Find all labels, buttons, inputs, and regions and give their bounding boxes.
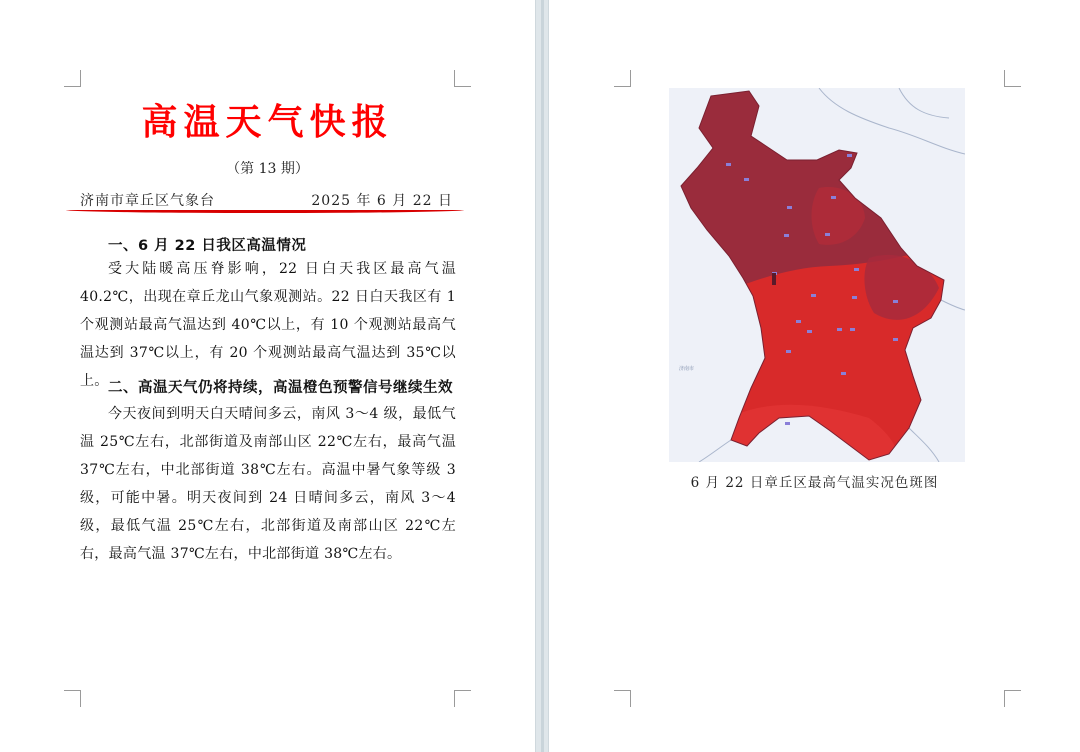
river-line: [819, 88, 965, 154]
station-marker: [796, 320, 801, 323]
station-marker: [784, 234, 789, 237]
issue-number: （第 13 期）: [226, 161, 309, 177]
station-marker-tall: [772, 273, 776, 285]
station-marker: [847, 154, 852, 157]
issue-date: 2025 年 6 月 22 日: [311, 193, 453, 209]
crop-mark: [454, 70, 471, 87]
station-marker: [831, 196, 836, 199]
page-right: [549, 0, 1080, 752]
station-marker: [893, 338, 898, 341]
station-marker: [811, 294, 816, 297]
crop-mark: [454, 690, 471, 707]
station-marker: [893, 300, 898, 303]
station-marker: [850, 328, 855, 331]
temperature-map: [669, 88, 965, 462]
station-marker: [837, 328, 842, 331]
issuing-organization: 济南市章丘区气象台: [80, 193, 215, 209]
page-separator: [535, 0, 549, 752]
station-marker: [825, 233, 830, 236]
station-marker: [852, 296, 857, 299]
station-marker: [787, 206, 792, 209]
crop-mark: [64, 690, 81, 707]
section-body: 受大陆暖高压脊影响，22 日白天我区最高气温 40.2℃，出现在章丘龙山气象观测站。22 日白天我区有 1 个观测站最高气温达到 40℃以上，有 10 个观测站最高气温达到 37℃以上，有 20 个观测站最高气温达到 35℃以上。: [80, 261, 456, 389]
report-title: 高温天气快报: [141, 101, 394, 143]
station-marker: [786, 350, 791, 353]
crop-mark: [1004, 70, 1021, 87]
map-caption: 6 月 22 日章丘区最高气温实况色斑图: [690, 475, 939, 491]
section-heading: 一、6 月 22 日我区高温情况: [108, 238, 307, 254]
neighbor-label: 济南市: [679, 366, 695, 372]
station-marker: [841, 372, 846, 375]
station-marker: [726, 163, 731, 166]
crop-mark: [64, 70, 81, 87]
section-heading: 二、高温天气仍将持续，高温橙色预警信号继续生效: [108, 380, 453, 396]
crop-mark: [614, 690, 631, 707]
river-line: [941, 300, 965, 310]
page-left: [0, 0, 535, 752]
river-line: [909, 428, 939, 462]
station-marker: [807, 330, 812, 333]
crop-mark: [614, 70, 631, 87]
station-marker: [785, 422, 790, 425]
section-body: 今天夜间到明天白天晴间多云，南风 3～4 级，最低气温 25℃左右，北部街道及南部山区 22℃左右，最高气温 37℃左右，中北部街道 38℃左右。高温中暑气象等级 3 级，可能中暑。明天夜间到 24 日晴间多云，南风 3～4 级，最低气温 25℃左右，北部街道及南部山区 22℃左右，最高气温 37℃左右，中北部街道 38℃左右。: [80, 406, 456, 562]
river-line: [899, 88, 949, 118]
red-header-divider: [66, 210, 464, 213]
river-line: [699, 440, 731, 462]
temperature-map-svg: [669, 88, 965, 462]
station-marker: [744, 178, 749, 181]
station-marker: [854, 268, 859, 271]
crop-mark: [1004, 690, 1021, 707]
